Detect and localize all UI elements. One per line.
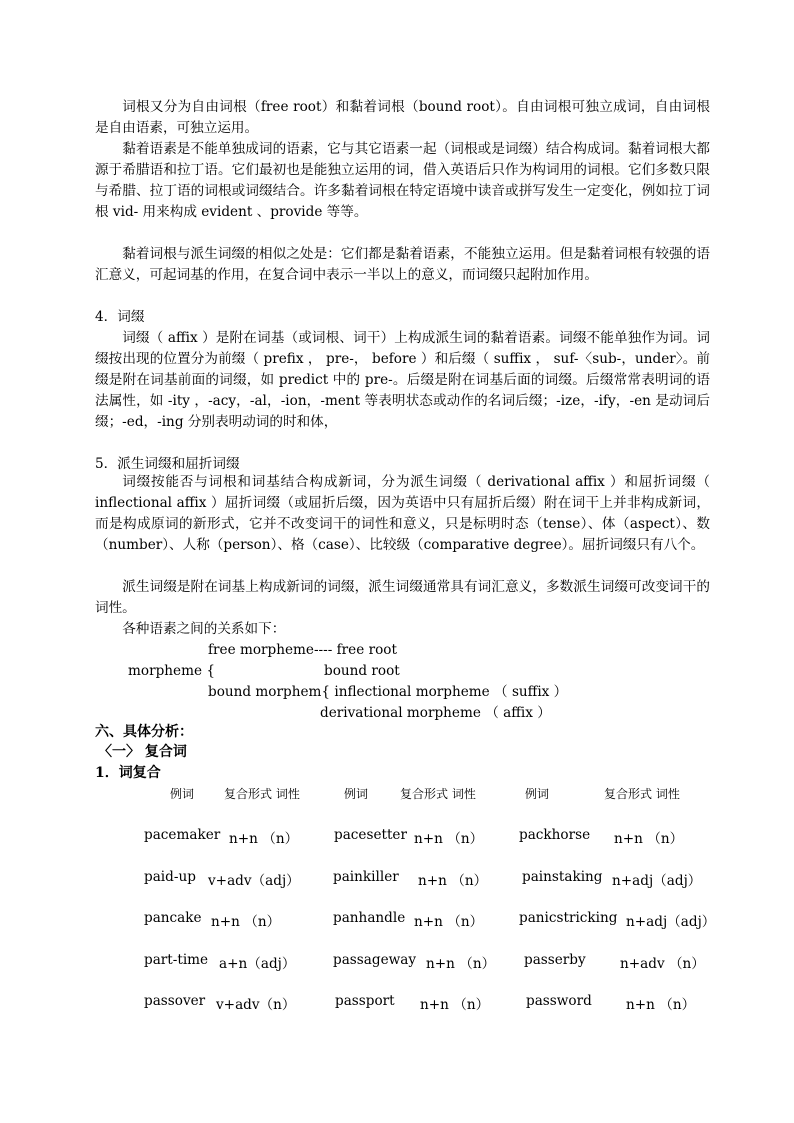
table-cell-word: painstaking <box>522 869 603 885</box>
table-header: 复合形式 词性 <box>604 787 680 801</box>
diagram-free-morpheme: free morpheme---- free root <box>208 642 397 658</box>
table-cell-form: n+n （n） <box>414 914 484 930</box>
table-cell-form: n+n （n） <box>229 831 299 847</box>
table-cell-form: n+n （n） <box>426 956 496 972</box>
table-cell-word: pacemaker <box>144 827 221 843</box>
table-cell-form: v+adv（n） <box>216 997 296 1013</box>
table-cell-word: panicstricking <box>519 910 618 926</box>
table-cell-word: password <box>526 993 592 1009</box>
table-cell-word: pacesetter <box>334 827 407 843</box>
table-cell-form: n+n （n） <box>614 831 684 847</box>
table-header: 复合形式 词性 <box>224 787 300 801</box>
diagram-bound-morpheme: bound morphem{ inflectional morpheme （ suffix ） <box>208 684 568 700</box>
table-cell-form: v+adv（adj） <box>208 873 300 889</box>
table-cell-word: painkiller <box>333 869 399 885</box>
paragraph-derivational-affix: 派生词缀是附在词基上构成新词的词缀，派生词缀通常具有词汇意义，多数派生词缀可改变词干的词性。 <box>95 579 710 616</box>
paragraph-derivational-inflectional: 词缀按能否与词根和词基结合构成新词，分为派生词缀（ derivational affix ）和屈折词缀（ inflectional affix ）屈折词缀（或屈折后缀，因为英语中只有屈折后缀）附在词干上并非构成新词，而是构成原词的新形式，它并不改变词干的词性和意义，只是标明时态（tense）、体（aspect）、数（number）、人称（person）、格（case）、比较级（comparative degree）。屈折词缀只有八个。 <box>95 474 710 553</box>
table-cell-word: passover <box>144 993 206 1009</box>
paragraph-bound-morpheme: 黏着语素是不能单独成词的语素，它与其它语素一起（词根或是词缀）结合构成词。黏着词根大都源于希腊语和拉丁语。它们最初也是能独立运用的词，借入英语后只作为构词用的词根。它们多数只限与希腊、拉丁语的词根或词缀结合。许多黏着词根在特定语境中读音或拼写发生一定变化，例如拉丁词根 vid- 用来构成 evident 、provide 等等。 <box>95 141 710 220</box>
table-cell-form: n+adj（adj） <box>626 914 716 930</box>
diagram-bound-root: bound root <box>324 663 400 679</box>
table-cell-word: part-time <box>144 952 209 968</box>
table-cell-word: passageway <box>333 952 417 968</box>
table-cell-word: paid-up <box>144 869 196 885</box>
table-header: 例词 <box>525 787 550 801</box>
paragraph-root-types: 词根又分为自由词根（free root）和黏着词根（bound root）。自由词根可独立成词，自由词根是自由语素，可独立运用。 <box>95 99 710 136</box>
table-header: 复合形式 词性 <box>400 787 476 801</box>
table-cell-form: n+n （n） <box>418 873 488 889</box>
paragraph-relation-intro: 各种语素之间的关系如下： <box>122 621 286 637</box>
table-cell-word: passport <box>335 993 395 1009</box>
table-cell-form: a+n（adj） <box>219 956 296 972</box>
table-cell-form: n+n （n） <box>414 831 484 847</box>
diagram-morpheme: morpheme { <box>128 663 215 679</box>
table-cell-word: panhandle <box>333 910 406 926</box>
heading-derivational-inflectional: 5．派生词缀和屈折词缀 <box>95 456 240 472</box>
paragraph-bound-root-vs-affix: 黏着词根与派生词缀的相似之处是：它们都是黏着语素，不能独立运用。但是黏着词根有较强的语汇意义，可起词基的作用，在复合词中表示一半以上的意义，而词缀只起附加作用。 <box>95 246 710 283</box>
table-cell-word: pancake <box>144 910 202 926</box>
heading-affix: 4．词缀 <box>95 309 145 325</box>
table-header: 例词 <box>344 787 369 801</box>
table-cell-form: n+adv （n） <box>620 956 705 972</box>
heading-compound-words: 〈一〉 复合词 <box>98 744 187 760</box>
heading-word-compounding: 1．词复合 <box>95 765 161 781</box>
table-cell-word: packhorse <box>519 827 591 843</box>
diagram-derivational-morpheme: derivational morpheme （ affix ） <box>320 705 551 721</box>
heading-specific-analysis: 六、具体分析： <box>95 724 193 740</box>
table-cell-form: n+n （n） <box>420 997 490 1013</box>
table-cell-form: n+n （n） <box>211 914 281 930</box>
paragraph-affix: 词缀（ affix ）是附在词基（或词根、词干）上构成派生词的黏着语素。词缀不能单独作为词。词缀按出现的位置分为前缀（ prefix ， pre-， before ）和后缀（ suffix ， suf-〈sub-，under〉。前缀是附在词基前面的词缀，如 predict 中的 pre-。后缀是附在词基后面的词缀。后缀常常表明词的语法属性，如 -ity ，-acy，-al，-ion，-ment 等表明状态或动作的名词后缀；-ize，-ify，-en 是动词后缀；-ed，-ing 分别表明动词的时和体， <box>95 330 710 430</box>
table-cell-form: n+n （n） <box>626 997 696 1013</box>
table-cell-word: passerby <box>524 952 586 968</box>
table-header: 例词 <box>170 787 195 801</box>
table-cell-form: n+adj（adj） <box>612 873 702 889</box>
